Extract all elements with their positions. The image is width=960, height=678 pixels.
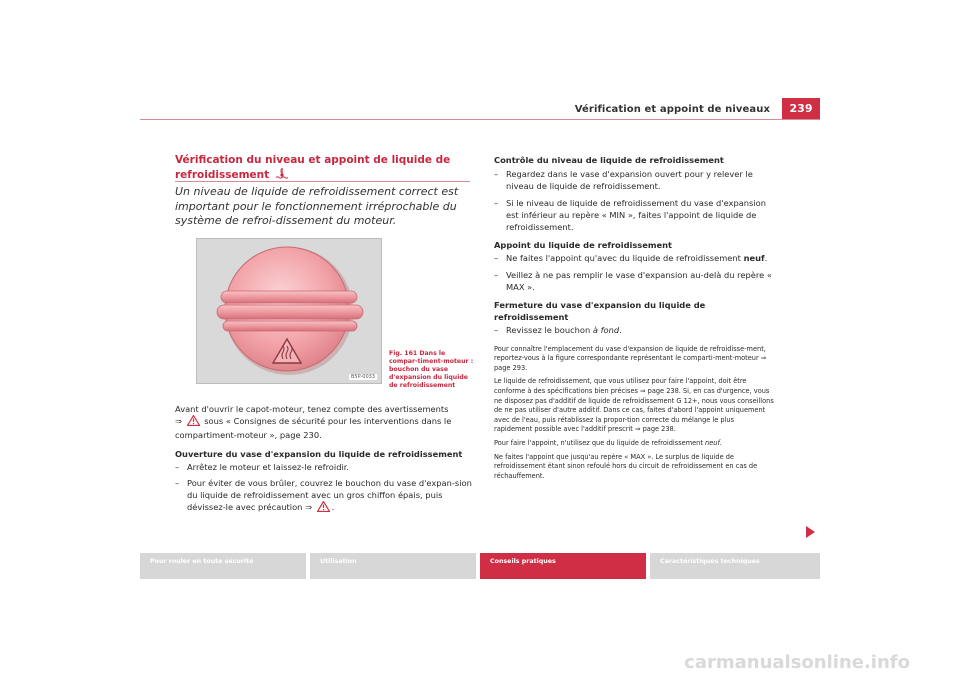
footer-tab-safety[interactable]	[140, 553, 306, 579]
note-max-mark: Ne faites l'appoint que jusqu'au repère « MAX ». Le surplus de liquide de refroidissement étant sinon refoulé hors du circuit de refroidissement en cas de réchauffement.	[494, 452, 758, 480]
warning-triangle-icon[interactable]	[317, 501, 330, 515]
warning-triangle-icon[interactable]	[187, 415, 200, 429]
section-title-text: Vérification du niveau et appoint de liquide de refroidissement	[175, 154, 451, 181]
next-page-arrow-icon[interactable]	[806, 526, 815, 538]
step-item: – Ne faites l'appoint qu'avec du liquide de refroidissement neuf.	[494, 253, 768, 264]
coolant-cap-illustration	[197, 239, 382, 384]
watermark: carmanualsonline.info	[684, 652, 910, 673]
step-text: Pour éviter de vous brûler, couvrez le bouchon du vase d'expan-sion du liquide de refroidissement avec un gros chiffon épais, puis dévissez-le avec précaution	[187, 478, 472, 513]
note-new-coolant: Pour faire l'appoint, n'utilisez que du liquide de refroidissement neuf.	[494, 438, 722, 447]
paragraph-warnings-part1: Avant d'ouvrir le capot-moteur, tenez compte des avertissements	[175, 404, 449, 414]
footer-tab-label: Pour rouler en toute sécurité	[150, 558, 254, 565]
emphasis-neuf: neuf	[743, 253, 765, 264]
section-rule	[175, 181, 470, 182]
figure-coolant-cap	[196, 238, 382, 384]
section-intro: Un niveau de liquide de refroidissement correct est important pour le fonctionnement irréprochable du système de refroi-dissement du moteur.	[175, 185, 459, 227]
paragraph-warnings-part2: sous « Consignes de sécurité pour les interventions dans le compartiment-moteur », page 230.	[175, 416, 452, 441]
page-number-badge: 239	[782, 98, 820, 120]
heading-opening: Ouverture du vase d'expansion du liquide de refroidissement	[175, 448, 463, 459]
heading-close: Fermeture du vase d'expansion du liquide de refroidissement	[494, 300, 706, 323]
footer-tab-operation[interactable]	[310, 553, 476, 579]
emphasis-a-fond: à fond	[592, 325, 620, 336]
heading-check: Contrôle du niveau de liquide de refroidissement	[494, 155, 724, 165]
step-item: – Regardez dans le vase d'expansion ouvert pour y relever le niveau de liquide de refroidissement.	[494, 169, 753, 192]
footer-tab-practical-tips[interactable]	[480, 553, 646, 579]
paragraph-warnings: Avant d'ouvrir le capot-moteur, tenez compte des avertissements ⇒ sous « Consignes de sécurité pour les interventions dans le compartiment-moteur », page 230.	[175, 404, 452, 441]
note-specification: Le liquide de refroidissement, que vous utilisez pour faire l'appoint, doit être conforme à des spécifications bien précises ⇒ page 238. Si, en cas d'urgence, vous ne disposez pas d'additif de liquide de refroidissement G 12+, nous vous conseillons de ne pas utiliser d'autre additif. Dans ce cas, faites d'abord l'appoint uniquement avec de l'eau, puis rétablissez la propor-tion correcte du mélange le plus rapidement possible avec l'additif prescrit ⇒ page 238.	[494, 377, 774, 434]
right-body	[494, 154, 774, 481]
header-rule	[140, 119, 820, 120]
step-item: – Si le niveau de liquide de refroidissement du vase d'expansion est inférieur au repère « MIN », faites l'appoint de liquide de refroidissement.	[494, 197, 767, 233]
footer-tab-technical-data[interactable]	[650, 553, 820, 579]
step-item: – Arrêtez le moteur et laissez-le refroidir.	[175, 461, 350, 472]
running-header-title: Vérification et appoint de niveaux	[574, 104, 770, 115]
heading-fill: Appoint du liquide de refroidissement	[494, 240, 673, 251]
figure-caption: Fig. 161 Dans le compar-timent-moteur : bouchon du vase d'expansion du liquide de refroidissement	[389, 350, 474, 389]
step-item: – Pour éviter de vous brûler, couvrez le bouchon du vase d'expan-sion du liquide de refroidissement avec un gros chiffon épais, puis dévissez-le avec précaution ⇒ .	[175, 477, 475, 516]
step-item: – Veillez à ne pas remplir le vase d'expansion au-delà du repère « MAX ».	[494, 269, 772, 292]
step-item: – Revissez le bouchon à fond.	[494, 325, 622, 336]
left-body	[175, 403, 475, 516]
section-title	[175, 154, 475, 183]
footer-tab-label: Utilisation	[320, 558, 357, 565]
footer-tab-label: Caractéristiques techniques	[660, 558, 760, 565]
note-location: Pour connaître l'emplacement du vase d'expansion de liquide de refroidisse-ment, reportez-vous à la figure correspondante représentant le comparti-ment-moteur ⇒ page 293.	[494, 344, 767, 372]
footer-tab-label: Conseils pratiques	[490, 558, 556, 565]
figure-code: B5P-0033	[350, 374, 375, 380]
